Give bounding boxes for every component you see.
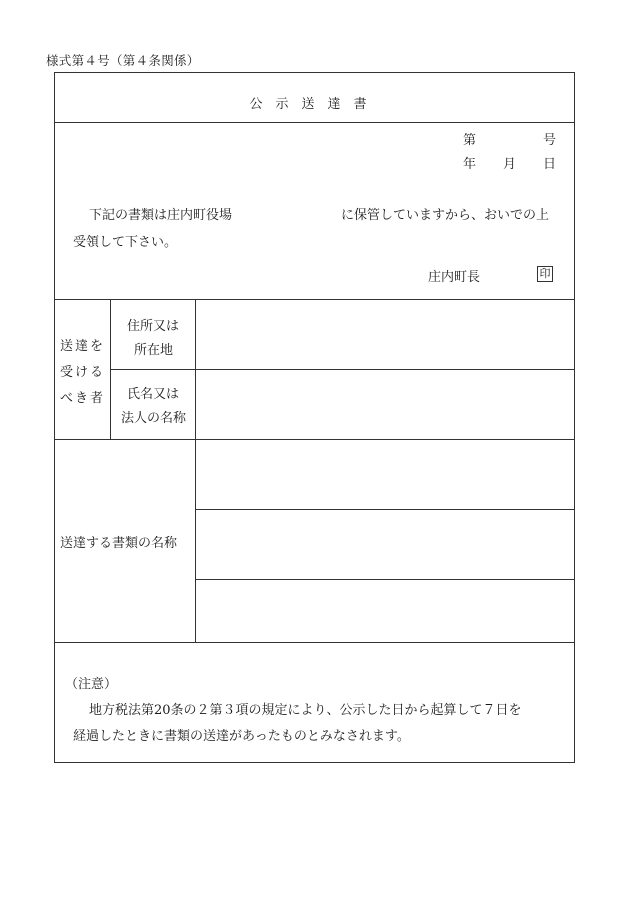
recipient-group-label-3: べき者 — [60, 391, 106, 406]
form-frame — [54, 72, 575, 763]
documents-label: 送達する書類の名称 — [60, 536, 178, 551]
notice-line-2: 経過したときに書類の送達があったものとみなされます。 — [73, 729, 410, 744]
divider-recipient — [55, 299, 574, 300]
name-label-2: 法人の名称 — [121, 411, 187, 426]
date-day: 日 — [543, 157, 557, 172]
divider-documents — [55, 439, 574, 440]
recipient-group-label-1: 送達を — [60, 339, 106, 354]
form-number: 様式第４号（第４条関係） — [46, 53, 200, 68]
number-prefix: 第 — [463, 133, 477, 148]
divider-document-row-2 — [195, 579, 574, 580]
date-month: 月 — [503, 157, 517, 172]
body-text-right: に保管していますから、おいでの上 — [341, 208, 550, 223]
recipient-group-label-2: 受ける — [60, 365, 106, 380]
divider-address-name — [110, 369, 574, 370]
divider-notice — [55, 642, 574, 643]
signer-title: 庄内町長 — [428, 270, 481, 285]
body-text-left: 下記の書類は庄内町役場 — [89, 208, 233, 223]
date-year: 年 — [463, 157, 477, 172]
form-title: 公示送達書 — [249, 97, 380, 112]
divider-value-column — [195, 299, 196, 642]
number-suffix: 号 — [543, 133, 557, 148]
notice-heading: （注意） — [65, 677, 118, 692]
divider-title — [55, 122, 574, 123]
name-label-1: 氏名又は — [127, 387, 180, 402]
address-label-2: 所在地 — [134, 343, 174, 358]
notice-line-1: 地方税法第20条の２第３項の規定により、公示した日から起算して７日を — [89, 703, 522, 718]
divider-document-row-1 — [195, 509, 574, 510]
seal-mark: 印 — [537, 266, 553, 282]
body-text-line2: 受領して下さい。 — [73, 235, 178, 250]
address-label-1: 住所又は — [127, 319, 180, 334]
